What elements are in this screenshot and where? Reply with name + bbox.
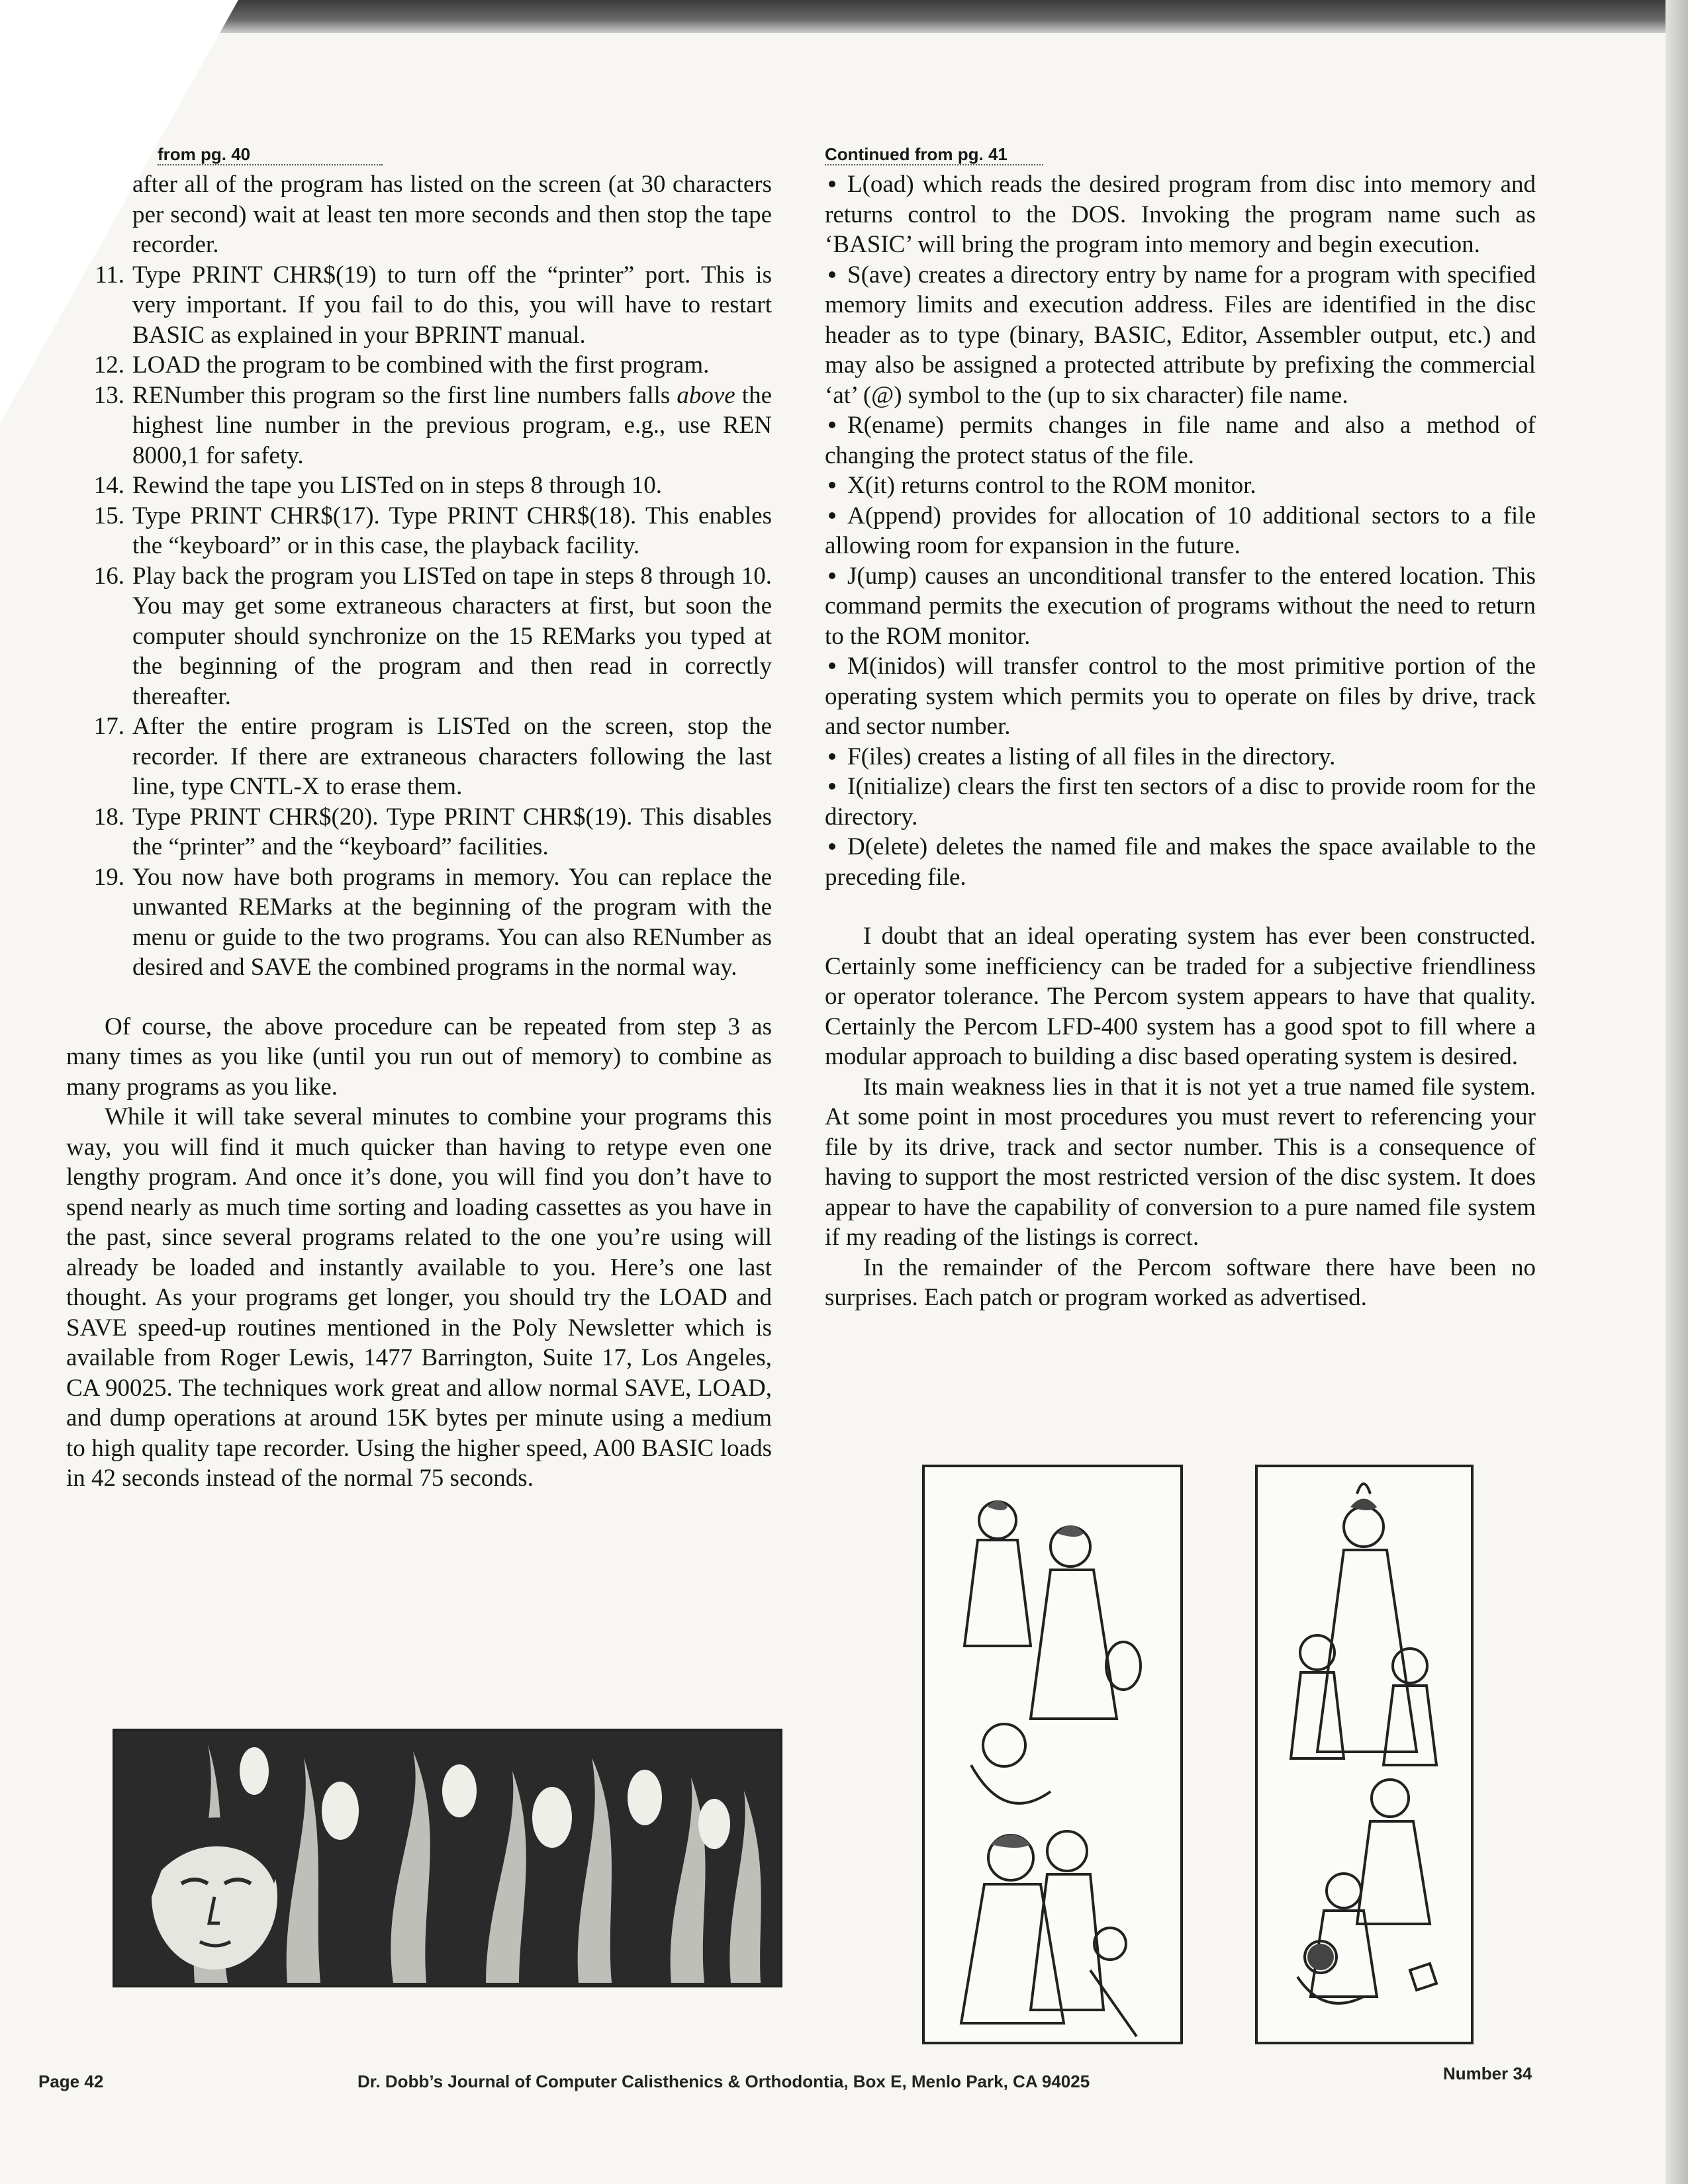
page-number: Page 42 <box>38 2071 104 2091</box>
list-item <box>825 471 1536 501</box>
left-column <box>66 144 772 1494</box>
command-description: F(iles) creates a listing of all files in the directory. <box>847 743 1336 770</box>
command-description: X(it) returns control to the ROM monitor. <box>847 472 1256 499</box>
bullet-icon <box>829 271 835 278</box>
command-description: J(ump) causes an unconditional transfer to the entered location. This command permits the execution of programs without the need to return to the ROM monitor. <box>825 562 1536 650</box>
list-item <box>66 350 772 381</box>
body-paragraph: While it will take several minutes to combine your programs this way, you will find it much quicker than having to retype even one lengthy program. And once it’s done, you will find you don’t have to spend nearly as much time sorting and loading cassettes as you have in the past, since several programs related to the one you’re using will already be loaded and instantly available to you. Here’s one last thought. As your programs get longer, you should try the LOAD and SAVE speed-up routines mentioned in the Poly Newsletter which is available from Roger Lewis, 1477 Barrington, Suite 17, Los Angeles, CA 90025. The techniques work great and allow normal SAVE, LOAD, and dump operations at around 15K bytes per minute using a medium to high quality tape recorder. Using the higher speed, A00 BASIC loads in 42 seconds instead of the normal 75 seconds. <box>66 1103 772 1492</box>
continued-note-left: from pg. 40 <box>158 144 383 165</box>
step-text: LOAD the program to be combined with the first program. <box>132 351 710 379</box>
command-description: R(ename) permits changes in file name and also a method of changing the protect status of the file. <box>825 412 1536 469</box>
list-item <box>825 832 1536 892</box>
step-number: 16. <box>93 562 124 590</box>
page-right-edge <box>1665 0 1688 2184</box>
step-number: 14. <box>93 472 124 499</box>
right-column <box>825 144 1536 1313</box>
step-number: 11. <box>95 261 124 289</box>
body-paragraph: Its main weakness lies in that it is not yet a true named file system. At some point in most procedures you must revert to referencing your file by its drive, track and sector number. This is a consequence of having to support the most restricted version of the disc system. It does appear to have the capability of conversion to a pure named file system if my reading of the listings is correct. <box>825 1073 1536 1251</box>
issue-number: Number 34 <box>1443 2064 1532 2083</box>
step-number: 18. <box>93 803 124 831</box>
command-description: I(nitialize) clears the first ten sectors of a disc to provide room for the directory. <box>825 773 1536 831</box>
page-top-shadow <box>0 0 1688 33</box>
bullet-icon <box>829 843 835 850</box>
step-text: Play back the program you LISTed on tape in steps 8 through 10. You may get some extraneous characters at first, but soon the computer should synchronize on the 15 REMarks you typed at the beginning of the program and then read in correctly thereafter. <box>132 562 772 710</box>
list-item <box>66 381 772 471</box>
step-list <box>66 169 772 983</box>
step-text: You now have both programs in memory. You can replace the unwanted REMarks at the beginning of the program with the menu or guide to the two programs. You can also RENumber as desired and SAVE the combined programs in the normal way. <box>132 863 772 981</box>
list-item <box>66 862 772 983</box>
bullet-icon <box>829 422 835 428</box>
list-item <box>825 501 1536 561</box>
step-number: 19. <box>93 863 124 891</box>
list-item <box>825 169 1536 260</box>
step-text: Type PRINT CHR$(19) to turn off the “printer” port. This is very important. If you fail to do this, you will have to restart BASIC as explained in your BPRINT manual. <box>132 261 772 349</box>
list-item <box>825 410 1536 471</box>
body-paragraph: I doubt that an ideal operating system has ever been constructed. Certainly some inefficiency can be traded for a subjective friendliness or operator tolerance. The Percom system appears to have that quality. Certainly the Percom LFD-400 system has a good spot to fill where a modular approach to building a disc based operating system is desired. <box>825 923 1536 1070</box>
list-item <box>66 471 772 501</box>
bullet-icon <box>829 572 835 579</box>
list-item <box>66 501 772 561</box>
command-description: L(oad) which reads the desired program from disc into memory and returns control to the DOS. Invoking the program name such as ‘BASIC’ will bring the program into memory and begin execution. <box>825 171 1536 258</box>
victorian-children-illustration-1 <box>922 1465 1183 2044</box>
floral-woodcut-illustration <box>113 1729 782 1987</box>
step-number: 13. <box>93 381 124 409</box>
list-item <box>66 711 772 802</box>
floral-woodcut-art <box>115 1731 780 1985</box>
command-description: M(inidos) will transfer control to the most primitive portion of the operating system which permits you to operate on files by drive, track and sector number. <box>825 653 1536 740</box>
command-description: A(ppend) provides for allocation of 10 additional sectors to a file allowing room for expansion in the future. <box>825 502 1536 559</box>
list-item <box>66 169 772 260</box>
bullet-icon <box>829 753 835 760</box>
emphasis-text: above <box>677 381 735 409</box>
step-text: Type PRINT CHR$(20). Type PRINT CHR$(19). This disables the “printer” and the “keyboard” facilities. <box>132 803 772 860</box>
step-number: 15. <box>93 502 124 529</box>
list-item <box>825 260 1536 411</box>
children-sketch-art <box>925 1467 1180 2042</box>
step-text: after all of the program has listed on the screen (at 30 characters per second) wait at least ten more seconds and then stop the tape recorder. <box>132 171 772 258</box>
bullet-icon <box>829 482 835 488</box>
victorian-children-illustration-2 <box>1255 1465 1474 2044</box>
step-text: the highest line number in the previous program, e.g., use REN 8000,1 for safety. <box>132 381 773 469</box>
continued-note-right: Continued from pg. 41 <box>825 144 1043 165</box>
list-item <box>66 802 772 862</box>
step-number: 12. <box>93 351 124 379</box>
step-text: Type PRINT CHR$(17). Type PRINT CHR$(18). This enables the “keyboard” or in this case, the playback facility. <box>132 502 772 559</box>
step-text: After the entire program is LISTed on the screen, stop the recorder. If there are extraneous characters following the last line, type CNTL-X to erase them. <box>132 713 772 800</box>
bullet-icon <box>829 512 835 519</box>
children-sketch-art <box>1258 1467 1471 2042</box>
command-description: D(elete) deletes the named file and makes the space available to the preceding file. <box>825 833 1536 891</box>
bullet-icon <box>829 181 835 187</box>
journal-citation: Dr. Dobb’s Journal of Computer Calisthenics & Orthodontia, Box E, Menlo Park, CA 94025 <box>357 2071 1090 2091</box>
step-number: 17. <box>93 713 124 740</box>
list-item <box>66 260 772 351</box>
command-description: S(ave) creates a directory entry by name for a program with specified memory limits and execution address. Files are identified in the disc header as to type (binary, BASIC, Editor, Assembler output, etc.) and may also be assigned a protected attribute by prefixing the commercial ‘at’ (@) symbol to the (up to six character) file name. <box>825 261 1536 409</box>
list-item <box>825 772 1536 832</box>
step-text: RENumber this program so the first line numbers falls <box>132 381 677 409</box>
bullet-icon <box>829 783 835 790</box>
list-item <box>66 561 772 712</box>
list-item <box>825 651 1536 742</box>
step-text: Rewind the tape you LISTed on in steps 8 through 10. <box>132 472 662 499</box>
list-item <box>825 742 1536 772</box>
bullet-icon <box>829 662 835 669</box>
body-paragraph: In the remainder of the Percom software there have been no surprises. Each patch or program worked as advertised. <box>825 1253 1536 1311</box>
list-item <box>825 561 1536 652</box>
body-paragraph: Of course, the above procedure can be repeated from step 3 as many times as you like (until you run out of memory) to combine as many programs as you like. <box>66 1013 772 1101</box>
